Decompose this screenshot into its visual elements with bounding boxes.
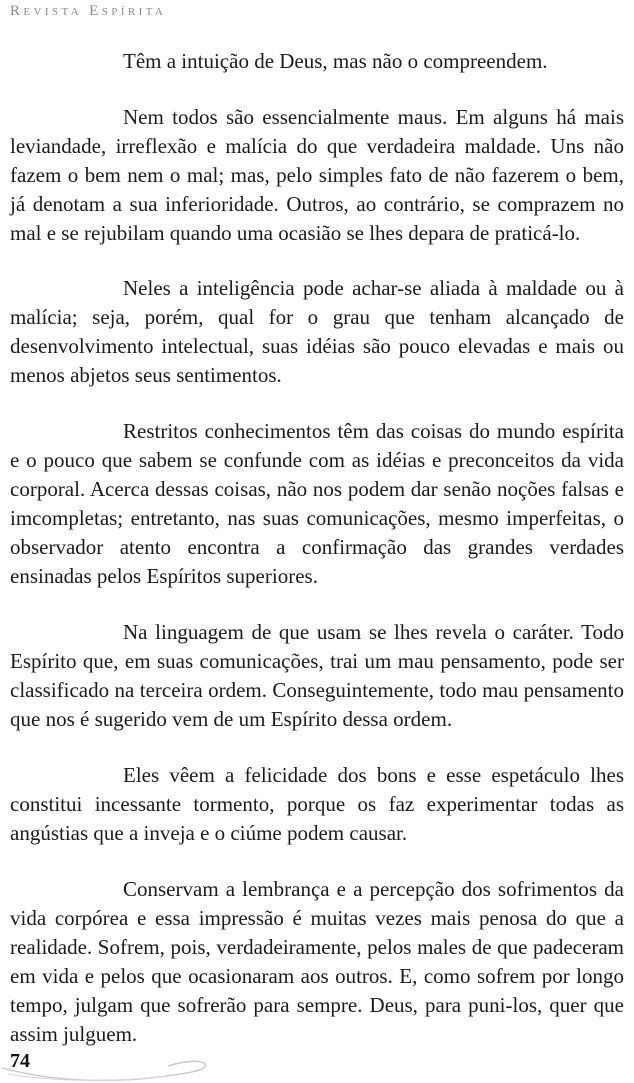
paragraph-7: Conservam a lembrança e a percepção dos sofrimentos da vida corpórea e essa impressão é muitas vezes mais penosa do que a realidade. Sofrem, pois, verdadeiramente, pelos males de que padeceram em vida e pelos que ocasionaram aos outros. E, como sofrem por longo tempo, julgam que sofrerão para sempre. Deus, para puni-los, quer que assim julguem. [10,877,624,1046]
page-number: 74 [10,1050,30,1072]
page-body [10,47,624,1076]
paragraph-4: Restritos conhecimentos têm das coisas do mundo espírita e o pouco que sabem se confunde com as idéias e preconceitos da vida corporal. Acerca dessas coisas, não nos podem dar senão noções falsas e imcompletas; entretanto, nas suas comunicações, mesmo imperfeitas, o observador atento encontra a confirmação das grandes verdades ensinadas pelos Espíritos superiores. [10,419,624,588]
paragraph-2: Nem todos são essencialmente maus. Em alguns há mais leviandade, irreflexão e malícia do que verdadeira maldade. Uns não fazem o bem nem o mal; mas, pelo simples fato de não fazerem o bem, já denotam a sua inferioridade. Outros, ao contrário, se comprazem no mal e se rejubilam quando uma ocasião se lhes depara de praticá-lo. [10,105,624,245]
footer-flourish-ornament [0,1048,230,1083]
paragraph-3: Neles a inteligência pode achar-se aliada à maldade ou à malícia; seja, porém, qual for o grau que tenham alcançado de desenvolvimento intelectual, suas idéias são pouco elevadas e mais ou menos abjetos seus sentimentos. [10,276,624,387]
paragraph-5: Na linguagem de que usam se lhes revela o caráter. Todo Espírito que, em suas comunicações, trai um mau pensamento, pode ser classificado na terceira ordem. Conseguintemente, todo mau pensamento que nos é sugerido vem de um Espírito dessa ordem. [10,620,624,731]
running-header-title: Revista Espírita [10,3,167,19]
paragraph-6: Eles vêem a felicidade dos bons e esse espetáculo lhes constitui incessante tormento, porque os faz experimentar todas as angústias que a inveja e o ciúme podem causar. [10,763,624,845]
paragraph-1: Têm a intuição de Deus, mas não o compreendem. [123,49,548,73]
